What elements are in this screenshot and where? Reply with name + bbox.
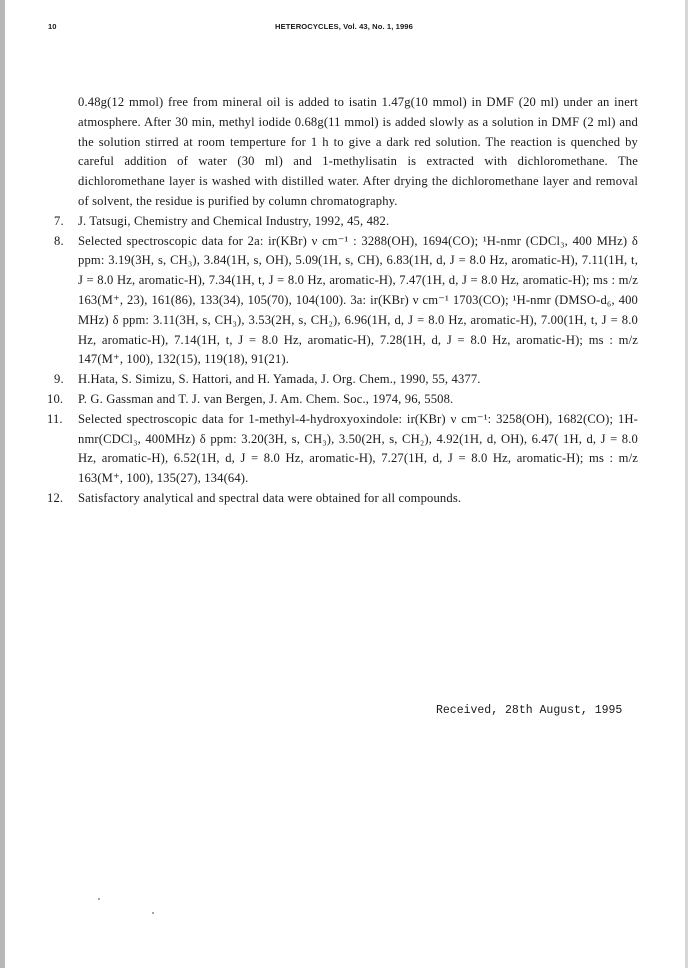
reference-item (54, 370, 638, 390)
scan-speck (98, 898, 100, 900)
reference-text: Satisfactory analytical and spectral data were obtained for all compounds. (78, 490, 462, 505)
reference-text: Selected spectroscopic data for 2a: ir(KBr) ν cm⁻¹ : 3288(OH), 1694(CO); ¹H-nmr (CDCl₃, 400 MHz) δ ppm: 3.19(3H, s, CH₃), 3.84(1H, s, OH), 5.09(1H, s, CH), 6.83(1H, d, J = 8.0 Hz, aromatic-H), 7.11(1H, t, J = 8.0 Hz, aromatic-H), 7.34(1H, t, J = 8.0 Hz, aromatic-H), 7.47(1H, d, J = 8.0 Hz, aromatic-H); ms : m/z 163(M⁺, 23), 161(86), 133(34), 105(70), 104(100). 3a: ir(KBr) ν cm⁻¹ 1703(CO); ¹H-nmr (DMSO-d₆, 400 MHz) δ ppm: 3.11(3H, s, CH₃), 3.53(2H, s, CH₂), 6.96(1H, d, J = 8.0 Hz, aromatic-H), 7.00(1H, t, J = 8.0 Hz, aromatic-H), 7.14(1H, t, J = 8.0 Hz, aromatic-H), 7.28(1H, d, J = 8.0 Hz, aromatic-H); ms : m/z 147(M⁺, 100), 132(15), 119(18), 91(21). (78, 233, 638, 367)
reference-list (47, 212, 638, 509)
reference-item (47, 390, 638, 410)
page-number: 10 (48, 22, 57, 31)
continuation-paragraph: 0.48g(12 mmol) free from mineral oil is added to isatin 1.47g(10 mmol) in DMF (20 ml) under an inert atmosphere. After 30 min, methyl iodide 0.68g(11 mmol) is added slowly as a solution in DMF (2 ml) and the solution stirred at room temperture for 1 h to give a dark red solution. The reaction is quenched by careful addition of water (30 ml) and 1-methylisatin is extracted with dichloromethane. The dichloromethane layer is washed with distilled water. After drying the dichloromethane layer and removal of solvent, the residue is purified by column chromatography. (78, 95, 638, 208)
reference-text: P. G. Gassman and T. J. van Bergen, J. Am. Chem. Soc., 1974, 96, 5508. (78, 391, 454, 406)
reference-text: H.Hata, S. Simizu, S. Hattori, and H. Yamada, J. Org. Chem., 1990, 55, 4377. (78, 372, 481, 387)
received-date: Received, 28th August, 1995 (436, 704, 623, 717)
reference-item (54, 232, 638, 371)
reference-number: 7. (54, 213, 64, 228)
reference-item (47, 410, 638, 489)
reference-item (54, 212, 638, 232)
reference-number: 8. (54, 233, 64, 248)
reference-number: 11. (47, 411, 63, 426)
reference-number: 10. (47, 391, 64, 406)
reference-text: Selected spectroscopic data for 1-methyl-4-hydroxyoxindole: ir(KBr) ν cm⁻¹: 3258(OH), 1682(CO); 1H-nmr(CDCl₃, 400MHz) δ ppm: 3.20(3H, s, CH₃), 3.50(2H, s, CH₂), 4.92(1H, d, OH), 6.47( 1H, d, J = 8.0 Hz, aromatic-H), 6.52(1H, d, J = 8.0 Hz, aromatic-H), 7.27(1H, d, J = 8.0 Hz, aromatic-H); ms : m/z 163(M⁺, 100), 135(27), 134(64). (78, 411, 638, 486)
reference-number: 12. (47, 490, 64, 505)
reference-text: J. Tatsugi, Chemistry and Chemical Industry, 1992, 45, 482. (78, 213, 390, 228)
scan-edge (0, 0, 5, 968)
running-header (0, 22, 688, 38)
scan-speck (152, 912, 154, 914)
reference-number: 9. (54, 372, 64, 387)
reference-item (47, 489, 638, 509)
references-body (47, 93, 638, 509)
journal-citation: HETEROCYCLES, Vol. 43, No. 1, 1996 (275, 22, 413, 31)
